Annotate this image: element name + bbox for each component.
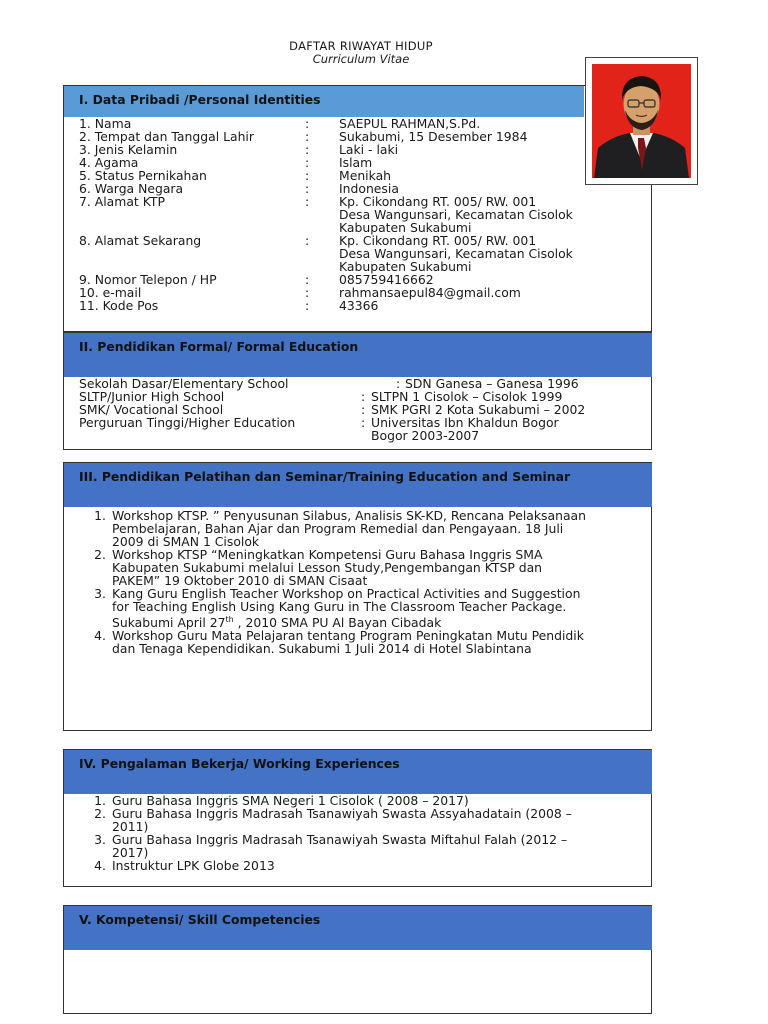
row-separator: : [361,389,366,404]
row-value: Kabupaten Sukabumi [339,220,472,235]
training-section-heading: III. Pendidikan Pelatihan dan Seminar/Training Education and Seminar [79,469,571,484]
document-title: DAFTAR RIWAYAT HIDUP [289,39,433,53]
list-item-line: 2009 di SMAN 1 Cisolok [112,534,260,549]
list-item [86,548,646,587]
education-section-header [64,333,652,377]
row-separator: : [305,272,310,287]
list-item-line: Guru Bahasa Inggris SMA Negeri 1 Cisolok ( 2008 – 2017) [112,793,469,808]
row-value: Indonesia [339,181,399,196]
list-item-line: 2017) [112,845,149,860]
photo-frame [585,57,698,185]
list-item-number: 2. [94,547,106,562]
row-separator: : [305,129,310,144]
row-label: 7. Alamat KTP [79,194,165,209]
row-value: SAEPUL RAHMAN,S.Pd. [339,116,481,131]
row-value: SDN Ganesa – Ganesa 1996 [405,376,579,391]
row-label: 3. Jenis Kelamin [79,142,178,157]
row-separator: : [361,402,366,417]
list-item-line: PAKEM” 19 Oktober 2010 di SMAN Cisaat [112,573,368,588]
row-value: Laki - laki [339,142,399,157]
personal-section-header [64,86,584,117]
list-item-line: Sukabumi April 27th , 2010 SMA PU Al Bayan Cibadak [112,615,442,631]
list-item [86,587,646,629]
list-item-line: Workshop KTSP “Meningkatkan Kompetensi Guru Bahasa Inggris SMA [112,547,543,562]
list-item-line: Guru Bahasa Inggris Madrasah Tsanawiyah Swasta Assyahadatain (2008 – [112,806,572,821]
row-separator: : [305,194,310,209]
skills-section-header [64,906,652,950]
row-label: 4. Agama [79,155,139,170]
row-value: Kp. Cikondang RT. 005/ RW. 001 [339,194,537,209]
row-label: Sekolah Dasar/Elementary School [79,376,289,391]
row-separator: : [305,142,310,157]
row-value: rahmansaepul84@gmail.com [339,285,521,300]
row-separator: : [305,233,310,248]
experience-list [86,794,646,872]
row-value: 085759416662 [339,272,434,287]
list-item-number: 4. [94,858,106,873]
row-label: 10. e-mail [79,285,142,300]
row-value: Universitas Ibn Khaldun Bogor [371,415,559,430]
row-separator: : [305,285,310,300]
row-value: Islam [339,155,373,170]
list-item-line: dan Tenaga Kependidikan. Sukabumi 1 Juli 2014 di Hotel Slabintana [112,641,532,657]
document-subtitle: Curriculum Vitae [312,52,410,66]
list-item-line: Workshop Guru Mata Pelajaran tentang Program Peningkatan Mutu Pendidik [112,628,584,644]
row-label: 8. Alamat Sekarang [79,233,202,248]
row-value: Bogor 2003-2007 [371,428,480,443]
personal-section-heading: I. Data Pribadi /Personal Identities [79,92,321,107]
row-separator: : [396,376,401,391]
row-label: Perguruan Tinggi/Higher Education [79,415,296,430]
row-value: Kp. Cikondang RT. 005/ RW. 001 [339,233,537,248]
row-label: SMK/ Vocational School [79,402,224,417]
list-item-number: 1. [94,508,106,523]
list-item-number: 3. [94,586,106,601]
training-list [86,509,646,655]
row-separator: : [305,298,310,313]
row-separator: : [361,415,366,430]
row-value: Menikah [339,168,392,183]
row-value: Kabupaten Sukabumi [339,259,472,274]
list-item [86,833,646,859]
row-value: Desa Wangunsari, Kecamatan Cisolok [339,207,573,222]
superscript: th [225,615,234,624]
list-item-line: Workshop KTSP. ” Penyusunan Silabus, Analisis SK-KD, Rencana Pelaksanaan [112,508,586,523]
row-separator: : [305,181,310,196]
training-section-header [64,463,652,507]
list-item-number: 1. [94,793,106,808]
experience-section-header [64,750,652,794]
row-label: 9. Nomor Telepon / HP [79,272,217,287]
row-value: Sukabumi, 15 Desember 1984 [339,129,528,144]
list-item-number: 3. [94,832,106,847]
list-item-line: Instruktur LPK Globe 2013 [112,858,275,873]
row-separator: : [305,116,310,131]
list-item-line: Guru Bahasa Inggris Madrasah Tsanawiyah Swasta Miftahul Falah (2012 – [112,832,568,847]
row-label: SLTP/Junior High School [79,389,225,404]
skills-section-heading: V. Kompetensi/ Skill Competencies [79,912,321,927]
list-item [86,807,646,833]
row-label: 5. Status Pernikahan [79,168,207,183]
list-item-number: 4. [94,628,106,644]
experience-section-heading: IV. Pengalaman Bekerja/ Working Experiences [79,756,400,771]
row-value: Desa Wangunsari, Kecamatan Cisolok [339,246,573,261]
row-value: 43366 [339,298,379,313]
list-item-line: Kabupaten Sukabumi melalui Lesson Study,Pengembangan KTSP dan [112,560,543,575]
row-label: 6. Warga Negara [79,181,184,196]
list-item [86,859,646,872]
row-separator: : [305,155,310,170]
list-item-line: 2011) [112,819,149,834]
list-item [86,629,646,655]
row-label: 2. Tempat dan Tanggal Lahir [79,129,254,144]
row-value: SMK PGRI 2 Kota Sukabumi – 2002 [371,402,586,417]
portrait-svg [592,64,691,178]
row-label: 1. Nama [79,116,132,131]
education-section-heading: II. Pendidikan Formal/ Formal Education [79,339,359,354]
list-item [86,509,646,548]
person-portrait-photo [592,64,691,178]
row-label: 11. Kode Pos [79,298,159,313]
list-item-line: Pembelajaran, Bahan Ajar dan Program Remedial dan Pengayaan. 18 Juli [112,521,564,536]
row-value: SLTPN 1 Cisolok – Cisolok 1999 [371,389,563,404]
list-item-number: 2. [94,806,106,821]
list-item-line: Kang Guru English Teacher Workshop on Practical Activities and Suggestion [112,586,581,601]
list-item-line: for Teaching English Using Kang Guru in The Classroom Teacher Package. [112,599,567,614]
row-separator: : [305,168,310,183]
